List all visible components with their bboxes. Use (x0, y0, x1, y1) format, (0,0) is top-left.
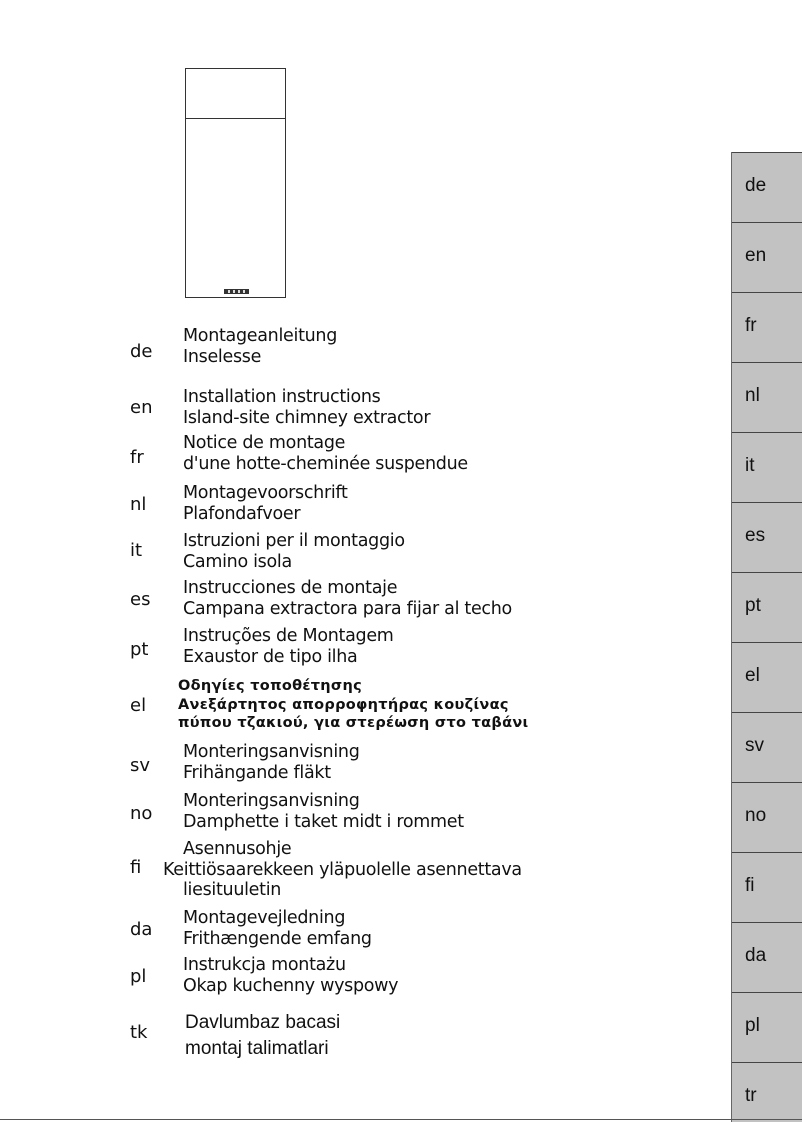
product-name: d'une hotte-cheminée suspendue (183, 453, 468, 474)
hood-illustration (185, 68, 286, 298)
product-name: Island-site chimney extractor (183, 407, 431, 428)
title-block-pt (183, 626, 394, 667)
tab-es[interactable] (732, 502, 802, 572)
title-block-es (183, 578, 512, 619)
instruction-title: Installation instructions (183, 387, 381, 407)
instruction-title: Istruzioni per il montaggio (183, 531, 405, 551)
tab-en[interactable] (732, 222, 802, 292)
title-block-fr (183, 433, 468, 474)
instruction-title: Notice de montage (183, 433, 346, 453)
product-name: montaj talimatlari (185, 1038, 329, 1059)
product-name: liesituuletin (183, 880, 282, 900)
tab-label: tr (745, 1085, 757, 1106)
language-tabs (731, 152, 802, 1122)
product-name: Exaustor de tipo ilha (183, 646, 358, 667)
language-code-it: it (130, 540, 143, 561)
tab-no[interactable] (732, 782, 802, 852)
control-panel (224, 289, 249, 294)
tab-label: de (745, 175, 767, 196)
title-block-sv (183, 742, 360, 783)
tab-label: sv (745, 735, 764, 756)
language-code-pl: pl (130, 966, 147, 987)
product-name: Frithængende emfang (183, 928, 372, 949)
tab-da[interactable] (732, 922, 802, 992)
title-block-no (183, 791, 464, 832)
tab-tr[interactable] (732, 1062, 802, 1122)
tab-label: en (745, 245, 767, 266)
product-name: Frihängande fläkt (183, 762, 331, 783)
product-name: Damphette i taket midt i rommet (183, 811, 464, 832)
title-block-tk (185, 1010, 340, 1062)
tab-label: da (745, 945, 767, 966)
tab-pl[interactable] (732, 992, 802, 1062)
product-name: Camino isola (183, 551, 292, 572)
tab-label: fi (745, 875, 755, 896)
tab-label: es (745, 525, 766, 546)
instruction-title: Montagevoorschrift (183, 483, 348, 503)
tab-label: it (745, 455, 755, 476)
tab-label: pt (745, 595, 761, 616)
title-block-pl (183, 955, 398, 996)
instruction-title: Montagevejledning (183, 908, 346, 928)
language-code-fi: fi (130, 857, 142, 878)
tab-sv[interactable] (732, 712, 802, 782)
title-block-de (183, 326, 337, 367)
instruction-title: Οδηγίες τοποθέτησης (178, 678, 363, 694)
product-name: Inselesse (183, 346, 262, 367)
language-code-el: el (130, 695, 147, 716)
language-code-no: no (130, 803, 153, 824)
tab-nl[interactable] (732, 362, 802, 432)
language-code-pt: pt (130, 639, 149, 660)
tab-label: el (745, 665, 760, 686)
tab-label: nl (745, 385, 760, 406)
tab-el[interactable] (732, 642, 802, 712)
product-name: Campana extractora para fijar al techo (183, 598, 512, 619)
tab-pt[interactable] (732, 572, 802, 642)
title-block-fi (163, 839, 522, 901)
product-name: Plafondafvoer (183, 503, 301, 524)
title-block-nl (183, 483, 348, 524)
chimney-cover (185, 68, 286, 119)
title-block-da (183, 908, 372, 949)
language-code-en: en (130, 397, 153, 418)
product-name: Ανεξάρτητος απορροφητήρας κουζίνας (178, 696, 509, 713)
page-bottom-rule (0, 1119, 802, 1120)
instruction-title: Montageanleitung (183, 326, 338, 346)
product-name: Keittiösaarekkeen yläpuolelle asennettava (163, 859, 522, 880)
tab-label: no (745, 805, 767, 826)
product-name: πύπου τζακιού, για στερέωση στο ταβάνι (178, 715, 529, 731)
title-block-el (178, 677, 529, 733)
instruction-title: Instruções de Montagem (183, 626, 394, 646)
title-block-it (183, 531, 405, 572)
tab-it[interactable] (732, 432, 802, 502)
language-code-fr: fr (130, 447, 144, 468)
tab-fi[interactable] (732, 852, 802, 922)
language-code-es: es (130, 589, 151, 610)
instruction-title: Davlumbaz bacasi (185, 1012, 341, 1033)
language-code-da: da (130, 919, 153, 940)
product-name: Okap kuchenny wyspowy (183, 975, 399, 996)
instruction-title: Monteringsanvisning (183, 791, 360, 811)
tab-label: fr (745, 315, 757, 336)
tab-fr[interactable] (732, 292, 802, 362)
tab-label: pl (745, 1015, 760, 1036)
language-code-nl: nl (130, 494, 147, 515)
instruction-title: Asennusohje (183, 839, 292, 859)
language-code-de: de (130, 341, 153, 362)
instruction-title: Monteringsanvisning (183, 742, 360, 762)
language-code-sv: sv (130, 755, 151, 776)
tab-de[interactable] (732, 152, 802, 222)
language-code-tk: tk (130, 1022, 148, 1043)
instruction-title: Instrukcja montażu (183, 955, 346, 975)
hood-body (185, 118, 286, 298)
title-block-en (183, 387, 430, 428)
instruction-title: Instrucciones de montaje (183, 578, 398, 598)
